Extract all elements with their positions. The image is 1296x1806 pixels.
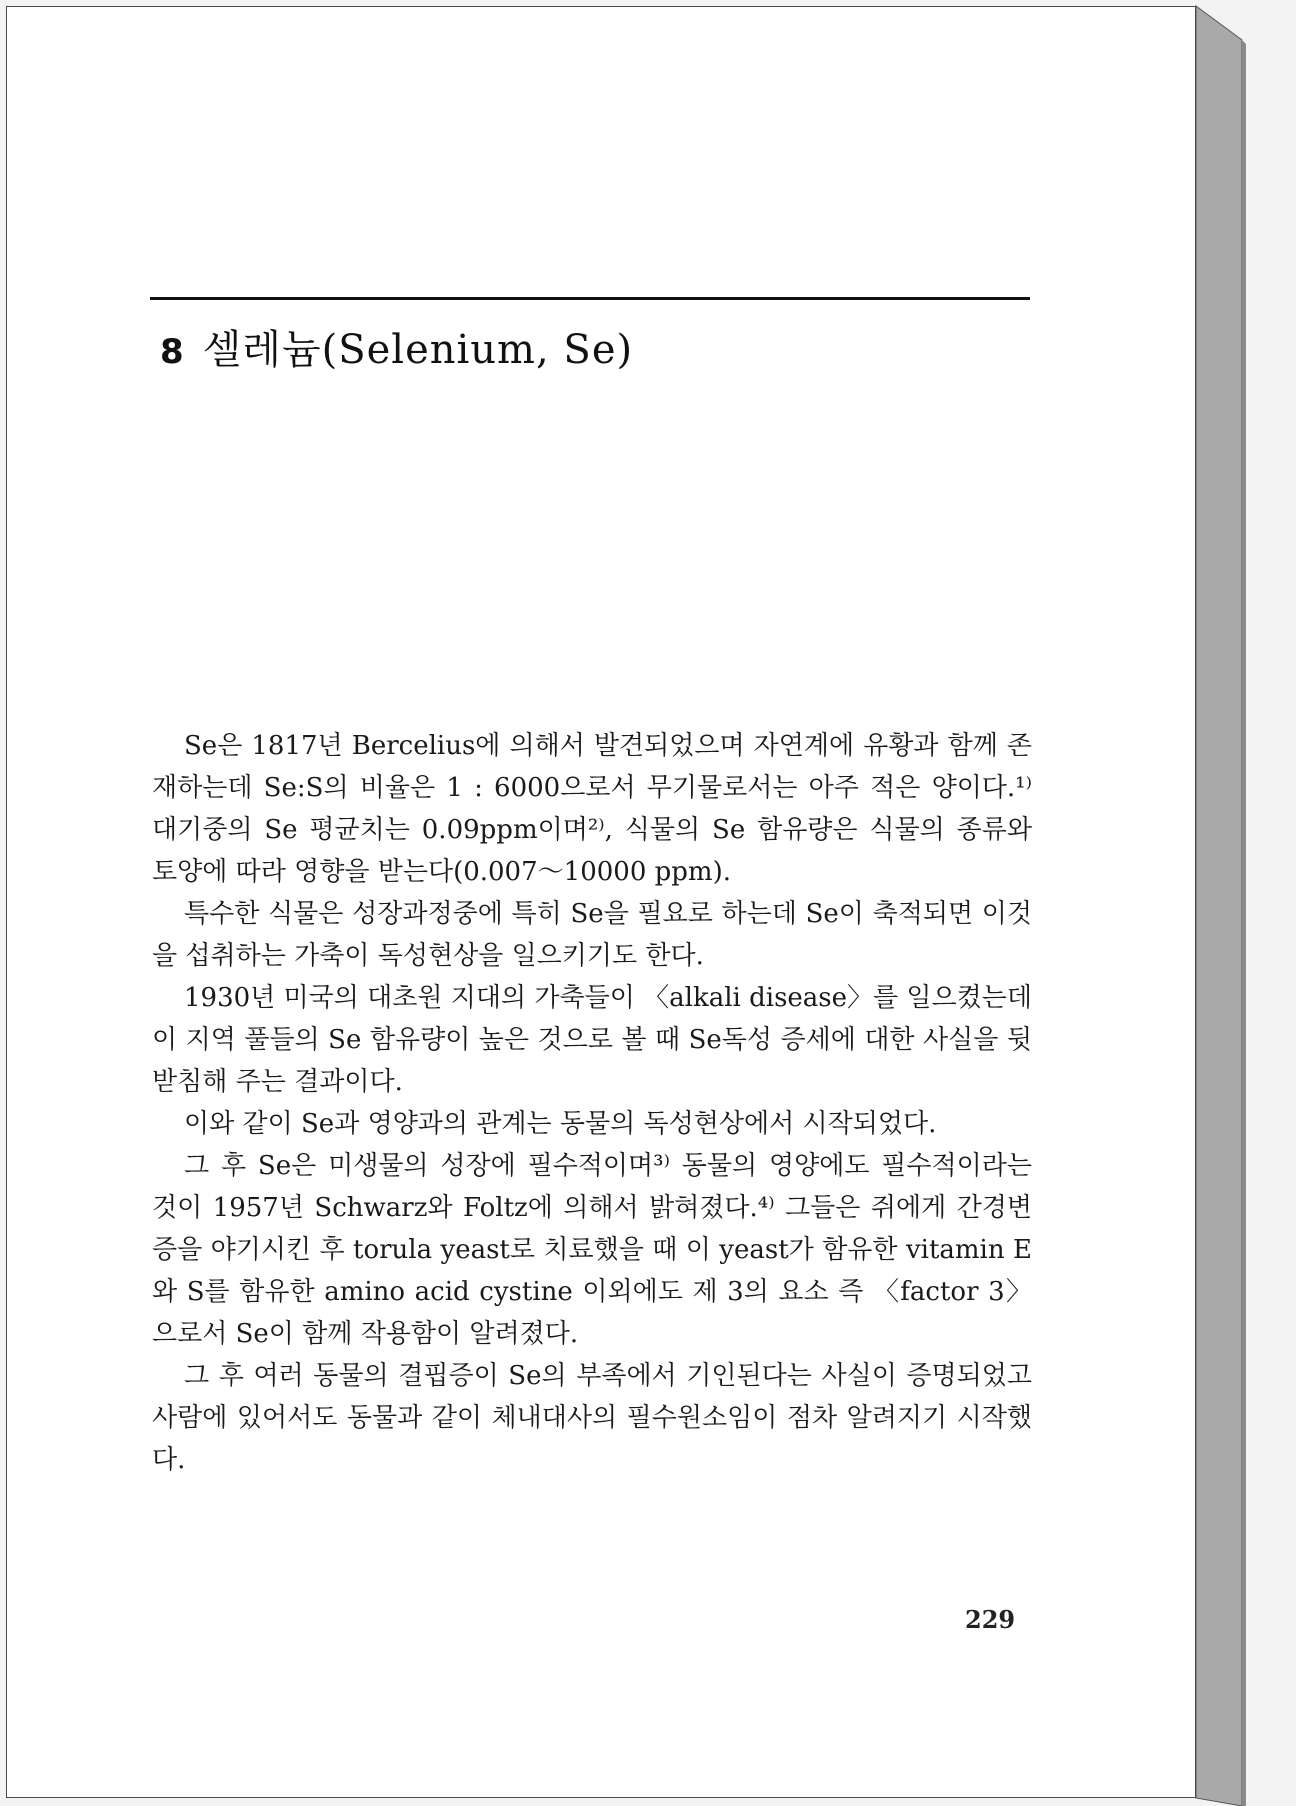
body-text bbox=[152, 725, 1032, 1481]
chapter-number: 8 bbox=[160, 332, 185, 372]
chapter-heading bbox=[160, 318, 633, 375]
paragraph-1: Se은 1817년 Bercelius에 의해서 발견되었으며 자연계에 유황과 함께 존재하는데 Se:S의 비율은 1 : 6000으로서 무기물로서는 아주 적은 양이다.¹⁾ 대기중의 Se 평균치는 0.09ppm이며²⁾, 식물의 Se 함유량은 식물의 종류와 토양에 따라 영향을 받는다(0.007～10000 ppm). bbox=[152, 731, 1032, 887]
page-number: 229 bbox=[965, 1605, 1016, 1634]
paragraph-2: 특수한 식물은 성장과정중에 특히 Se을 필요로 하는데 Se이 축적되면 이것을 섭취하는 가축이 독성현상을 일으키기도 한다. bbox=[152, 899, 1032, 971]
paragraph-4: 이와 같이 Se과 영양과의 관계는 동물의 독성현상에서 시작되었다. bbox=[184, 1109, 937, 1139]
chapter-header-rule bbox=[150, 297, 1030, 300]
chapter-title: 셀레늄(Selenium, Se) bbox=[202, 327, 634, 373]
paragraph-5: 그 후 Se은 미생물의 성장에 필수적이며³⁾ 동물의 영양에도 필수적이라는 것이 1957년 Schwarz와 Foltz에 의해서 밝혀졌다.⁴⁾ 그들은 쥐에게 간경변증을 야기시킨 후 torula yeast로 치료했을 때 이 yeast가 함유한 vitamin E와 S를 함유한 amino acid cystine 이외에도 제 3의 요소 즉 〈factor 3〉으로서 Se이 함께 작용함이 알려졌다. bbox=[152, 1151, 1032, 1349]
paragraph-6: 그 후 여러 동물의 결핍증이 Se의 부족에서 기인된다는 사실이 증명되었고 사람에 있어서도 동물과 같이 체내대사의 필수원소임이 점차 알려지기 시작했다. bbox=[152, 1361, 1032, 1475]
paragraph-3: 1930년 미국의 대초원 지대의 가축들이 〈alkali disease〉를 일으켰는데 이 지역 풀들의 Se 함유량이 높은 것으로 볼 때 Se독성 증세에 대한 사실을 뒷받침해 주는 결과이다. bbox=[152, 983, 1032, 1097]
